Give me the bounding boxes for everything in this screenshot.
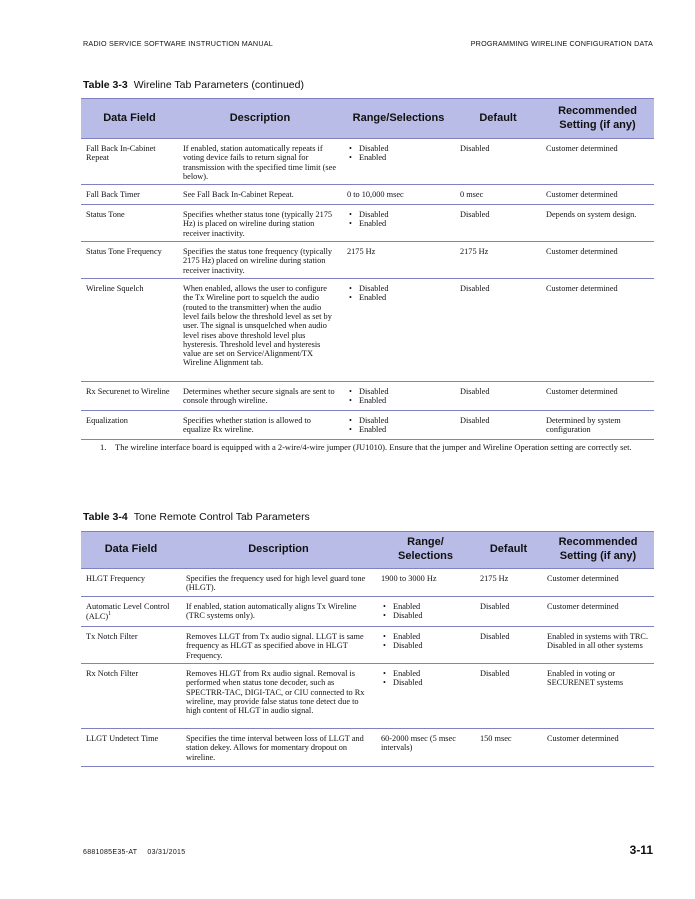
default-cell: Disabled — [475, 627, 542, 664]
table-row — [81, 382, 654, 411]
table-row — [81, 205, 654, 242]
footnote-number: 1. — [100, 442, 107, 452]
description-cell: If enabled, station automatically aligns Tx Wireline (TRC systems only). — [181, 597, 376, 627]
document-number: 6881085E35-AT — [83, 849, 138, 856]
range-option: • Enabled — [347, 396, 451, 405]
range-cell — [342, 205, 455, 242]
data-field-cell: LLGT Undetect Time — [81, 729, 181, 767]
range-option: • Enabled — [347, 153, 451, 162]
data-field-cell: Wireline Squelch — [81, 279, 178, 382]
footer-document-info — [83, 849, 195, 856]
table-title: Tone Remote Control Tab Parameters — [133, 511, 310, 523]
range-option: • Enabled — [347, 293, 451, 302]
column-header: Default — [475, 532, 542, 569]
description-cell: If enabled, station automatically repeats if voting device fails to return signal for transmission with the specified time limit (see below). — [178, 139, 342, 185]
default-cell: 150 msec — [475, 729, 542, 767]
description-cell: Removes LLGT from Tx audio signal. LLGT is same frequency as HLGT as specified above in HLGT Frequency. — [181, 627, 376, 664]
page-number: 3-11 — [629, 843, 653, 857]
default-cell: Disabled — [455, 139, 541, 185]
description-cell: Determines whether secure signals are sent to console through wireline. — [178, 382, 342, 411]
table-row — [81, 139, 654, 185]
table-row — [81, 729, 654, 767]
recommended-cell: Depends on system design. — [541, 205, 654, 242]
table-3-4-caption — [83, 511, 310, 523]
data-field-text: Automatic Level Control (ALC) — [86, 602, 170, 622]
range-option: • Enabled — [381, 632, 471, 641]
range-option: • Enabled — [347, 425, 451, 434]
recommended-cell: Enabled in voting or SECURENET systems — [542, 664, 654, 729]
range-cell: 0 to 10,000 msec — [342, 185, 455, 205]
column-header: Data Field — [81, 532, 181, 569]
recommended-cell: Customer determined — [542, 729, 654, 767]
recommended-cell: Customer determined — [541, 382, 654, 411]
range-option: • Disabled — [347, 210, 451, 219]
table-header-row — [81, 532, 654, 569]
table-row — [81, 279, 654, 382]
data-field-cell: Equalization — [81, 411, 178, 440]
data-field-cell: Fall Back Timer — [81, 185, 178, 205]
data-field-cell: Status Tone Frequency — [81, 242, 178, 279]
recommended-cell: Customer determined — [541, 185, 654, 205]
description-cell: Specifies the status tone frequency (typically 2175 Hz) placed on wireline during station receiver inactivity. — [178, 242, 342, 279]
default-cell: Disabled — [475, 597, 542, 627]
range-option: • Enabled — [381, 602, 471, 611]
default-cell: Disabled — [475, 664, 542, 729]
range-cell — [342, 411, 455, 440]
range-option: • Enabled — [347, 219, 451, 228]
description-cell: Specifies whether station is allowed to equalize Rx wireline. — [178, 411, 342, 440]
table-header-row — [81, 99, 654, 139]
range-cell — [342, 382, 455, 411]
column-header: Recommended Setting (if any) — [542, 532, 654, 569]
range-cell: 1900 to 3000 Hz — [376, 569, 475, 597]
default-cell: 0 msec — [455, 185, 541, 205]
description-cell: Specifies whether status tone (typically 2175 Hz) is placed on wireline during station receiver inactivity. — [178, 205, 342, 242]
document-date: 03/31/2015 — [147, 849, 186, 856]
column-header: Recommended Setting (if any) — [541, 99, 654, 139]
table-number: Table 3-3 — [83, 79, 128, 91]
description-cell: Specifies the frequency used for high level guard tone (HLGT). — [181, 569, 376, 597]
table-row — [81, 411, 654, 440]
footnote-reference: 1 — [108, 611, 112, 618]
column-header: Range/Selections — [342, 99, 455, 139]
column-header: Description — [181, 532, 376, 569]
description-cell: See Fall Back In-Cabinet Repeat. — [178, 185, 342, 205]
recommended-cell: Customer determined — [541, 139, 654, 185]
description-cell: When enabled, allows the user to configure the Tx Wireline port to squelch the audio (routed to the transmitter) when the audio level fails below the threshold level as set by user. The signal is unsquelched when audio level rises above threshold level plus hysteresis. Threshold level and hysteresis value are set on Service/Alignment/TX Wireline Alignment tab. — [178, 279, 342, 382]
default-cell: Disabled — [455, 279, 541, 382]
recommended-cell: Enabled in systems with TRC. Disabled in all other systems — [542, 627, 654, 664]
recommended-cell: Customer determined — [542, 569, 654, 597]
description-cell: Removes HLGT from Rx audio signal. Removal is performed when status tone decoder, such as SPECTRR-TAC, DIGI-TAC, or CIU connected to Rx wireline, may provide false status tone detect due to high content of HLGT in audio signal. — [181, 664, 376, 729]
range-option: • Disabled — [381, 678, 471, 687]
data-field-cell: Tx Notch Filter — [81, 627, 181, 664]
tone-remote-control-table — [81, 531, 654, 767]
description-cell: Specifies the time interval between loss of LLGT and station dekey. Allows for momentary dropout on wireline. — [181, 729, 376, 767]
range-cell: 2175 Hz — [342, 242, 455, 279]
range-cell — [376, 597, 475, 627]
range-cell — [342, 279, 455, 382]
column-header: Range/ Selections — [376, 532, 475, 569]
range-option: • Disabled — [347, 144, 451, 153]
table-row — [81, 185, 654, 205]
data-field-cell: HLGT Frequency — [81, 569, 181, 597]
wireline-parameters-table — [81, 98, 654, 440]
table-row — [81, 242, 654, 279]
table-row — [81, 597, 654, 627]
table-title: Wireline Tab Parameters (continued) — [133, 79, 304, 91]
data-field-cell — [81, 597, 181, 627]
range-option: • Disabled — [347, 387, 451, 396]
column-header: Default — [455, 99, 541, 139]
range-cell: 60-2000 msec (5 msec intervals) — [376, 729, 475, 767]
default-cell: 2175 Hz — [475, 569, 542, 597]
recommended-cell: Customer determined — [541, 279, 654, 382]
footnote-text: The wireline interface board is equipped with a 2-wire/4-wire jumper (JU1010). Ensure that the jumper and Wireline Operation setting are correctly set. — [115, 442, 632, 452]
table-number: Table 3-4 — [83, 511, 128, 523]
table-row — [81, 627, 654, 664]
data-field-cell: Status Tone — [81, 205, 178, 242]
range-option: • Disabled — [381, 611, 471, 620]
default-cell: Disabled — [455, 411, 541, 440]
recommended-cell: Customer determined — [542, 597, 654, 627]
range-option: • Disabled — [347, 284, 451, 293]
footnote — [100, 442, 640, 453]
data-field-cell: Rx Notch Filter — [81, 664, 181, 729]
recommended-cell: Determined by system configuration — [541, 411, 654, 440]
default-cell: 2175 Hz — [455, 242, 541, 279]
range-cell — [376, 627, 475, 664]
table-row — [81, 569, 654, 597]
table-row — [81, 664, 654, 729]
column-header: Description — [178, 99, 342, 139]
default-cell: Disabled — [455, 382, 541, 411]
table-3-3-caption — [83, 79, 304, 91]
range-option: • Disabled — [347, 416, 451, 425]
running-header-right: PROGRAMMING WIRELINE CONFIGURATION DATA — [470, 39, 653, 48]
range-option: • Disabled — [381, 641, 471, 650]
data-field-cell: Rx Securenet to Wireline — [81, 382, 178, 411]
range-cell — [376, 664, 475, 729]
running-header-left: RADIO SERVICE SOFTWARE INSTRUCTION MANUAL — [83, 39, 273, 48]
default-cell: Disabled — [455, 205, 541, 242]
column-header: Data Field — [81, 99, 178, 139]
recommended-cell: Customer determined — [541, 242, 654, 279]
data-field-cell: Fall Back In-Cabinet Repeat — [81, 139, 178, 185]
range-cell — [342, 139, 455, 185]
range-option: • Enabled — [381, 669, 471, 678]
